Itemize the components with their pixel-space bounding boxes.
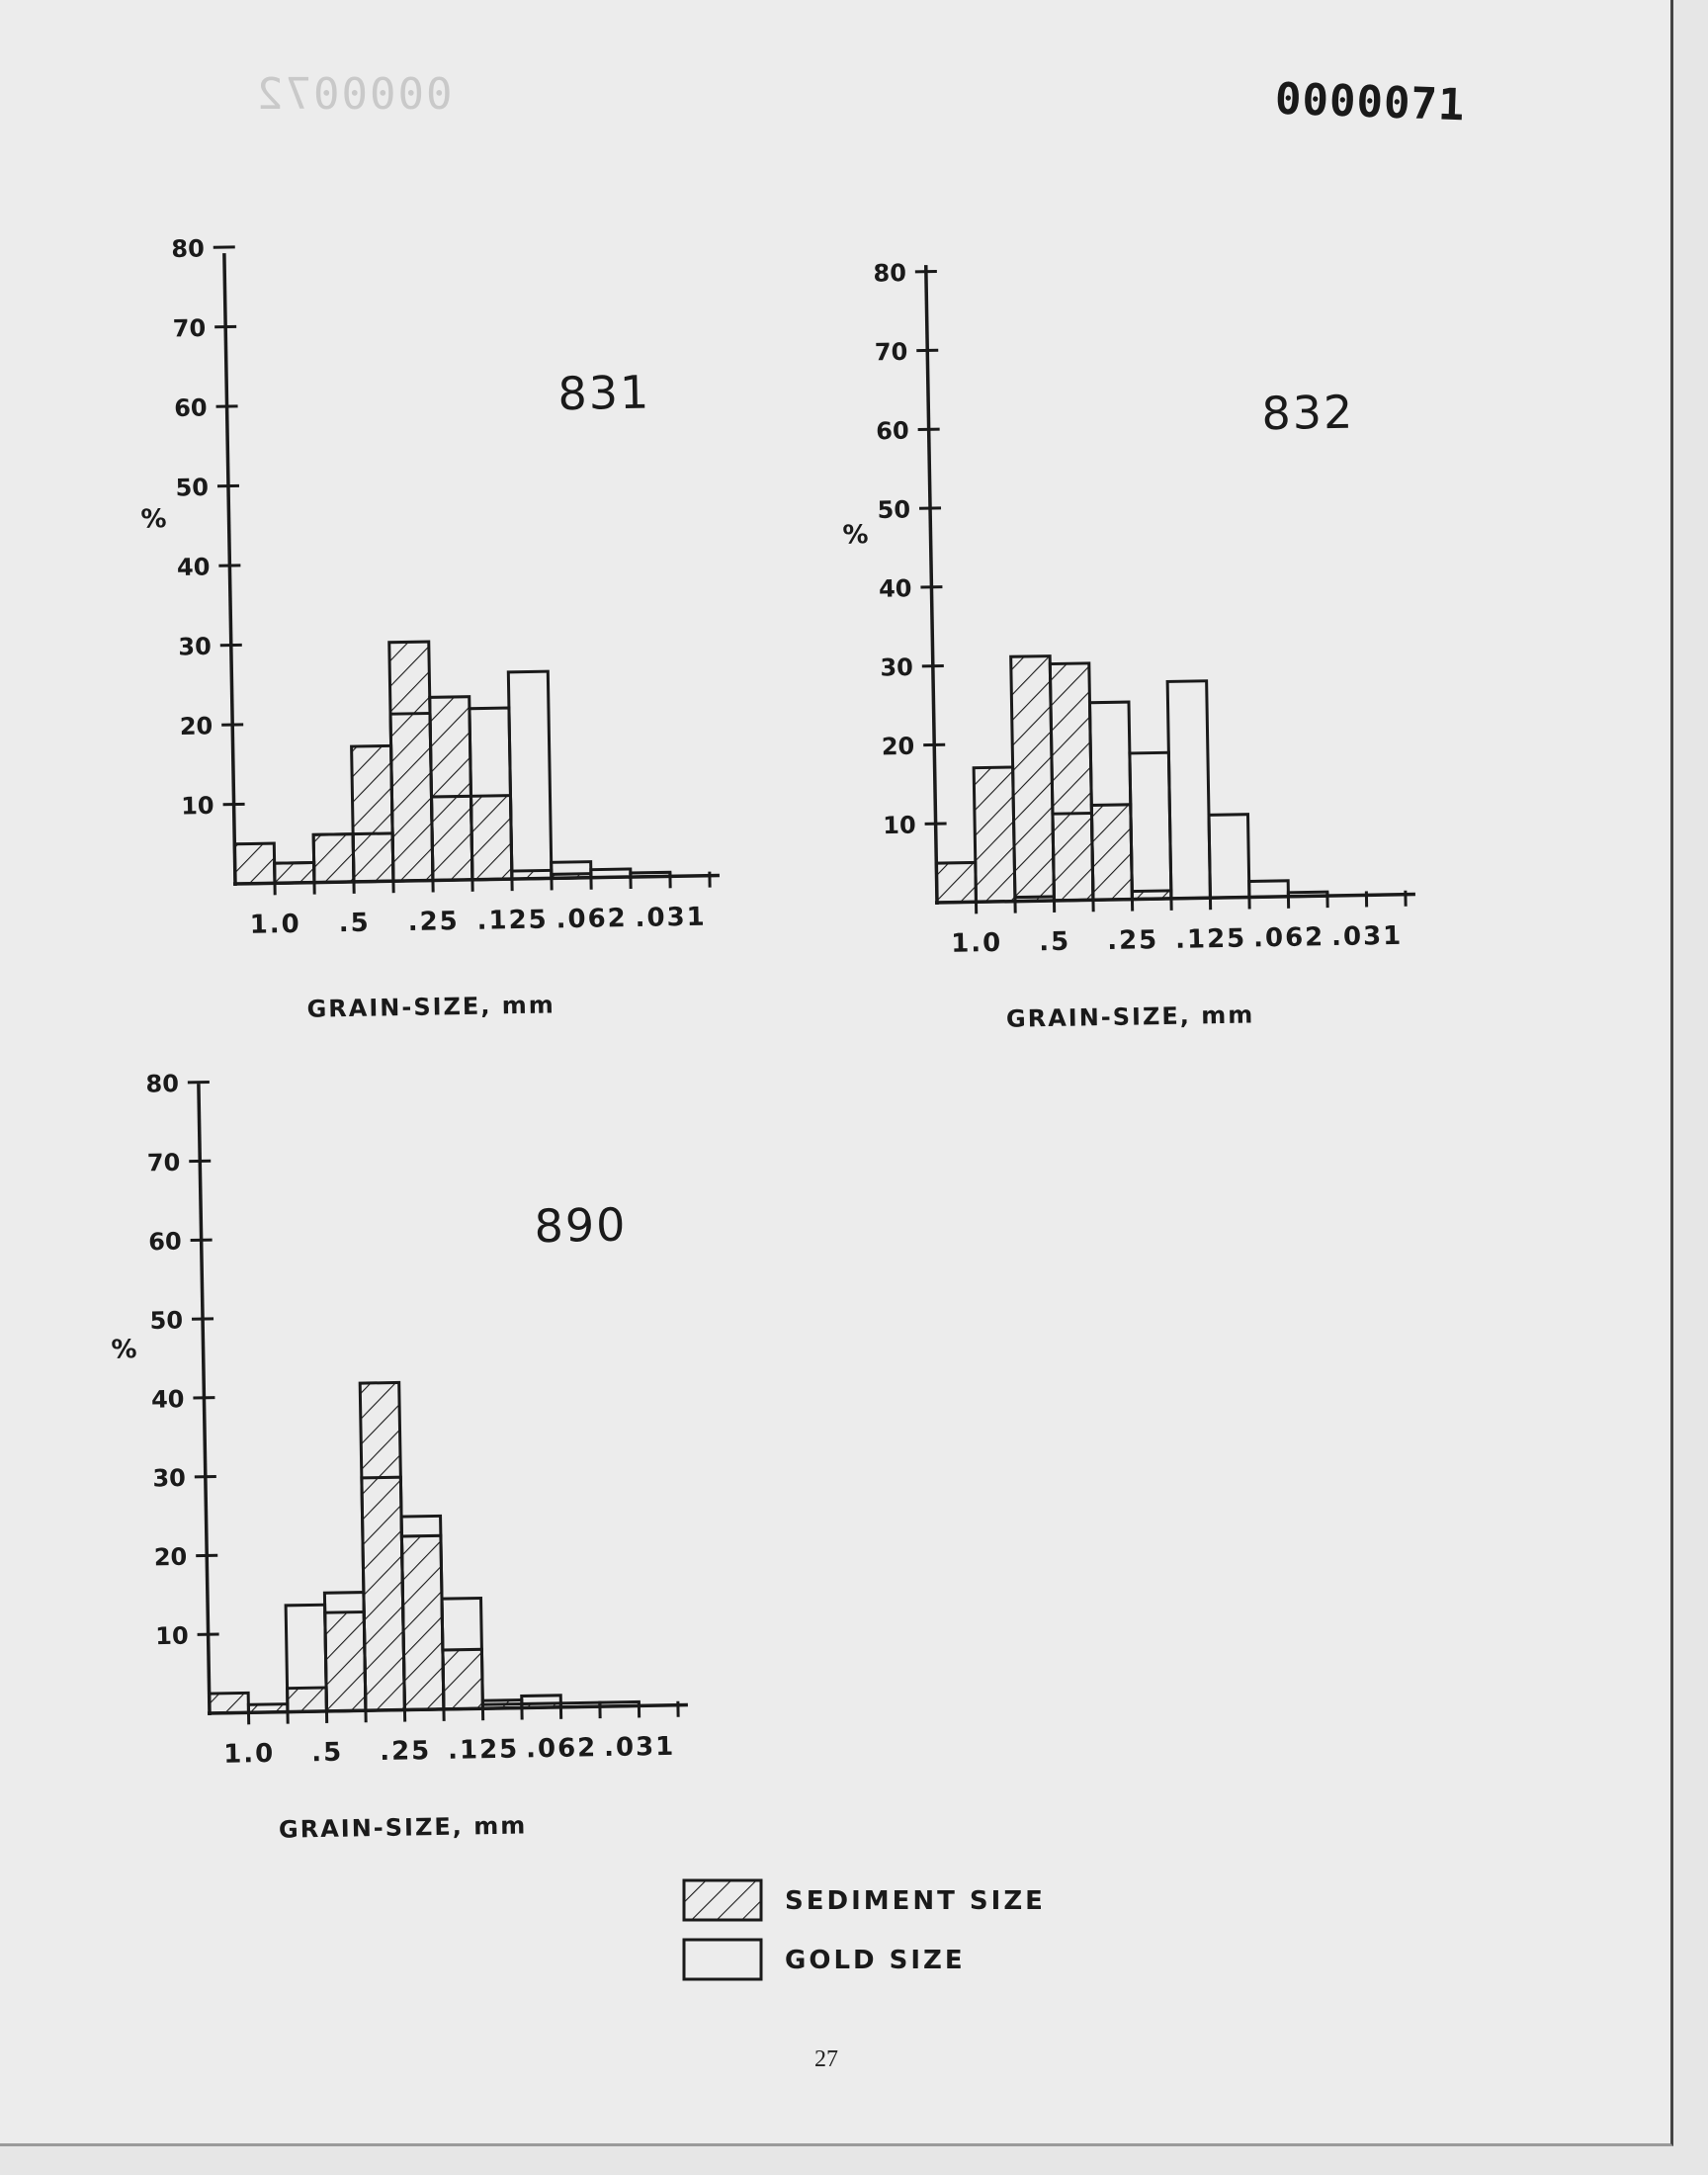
y-tick-label-70: 70: [874, 337, 908, 367]
x-tick-label-5: .031: [1330, 920, 1404, 953]
y-tick-label-30: 30: [880, 652, 914, 682]
y-tick-label-10: 10: [154, 1621, 189, 1651]
y-tick-label-30: 30: [152, 1463, 187, 1493]
y-tick-label-20: 20: [881, 732, 915, 761]
x-tick-label-0: 1.0: [249, 909, 302, 940]
y-axis-line: [199, 1084, 210, 1715]
x-tick-label-1: .5: [1038, 926, 1071, 958]
chart-title: 831: [557, 365, 651, 421]
x-tick-label-3: .125: [1174, 923, 1247, 955]
y-tick-label-60: 60: [876, 416, 909, 446]
x-tick-label-3: .125: [476, 905, 550, 936]
y-tick-label-50: 50: [149, 1306, 184, 1335]
bar-sediment-1: [275, 862, 314, 883]
bar-sediment-0: [234, 843, 275, 884]
x-tick-label-4: .062: [555, 904, 629, 935]
bar-sediment-5: [401, 1535, 444, 1709]
hatched-swatch: [682, 1878, 763, 1922]
y-tick-label-60: 60: [173, 393, 208, 423]
x-tick-label-5: .031: [603, 1731, 676, 1764]
bleed-through-number: 0000072: [255, 69, 453, 120]
document-number: 0000071: [1274, 73, 1467, 131]
y-tick-label-50: 50: [175, 473, 210, 502]
y-tick-label-80: 80: [873, 259, 907, 288]
open-swatch: [682, 1938, 763, 1981]
bar-gold-7: [508, 671, 552, 879]
chart-title: 890: [534, 1197, 628, 1254]
y-tick-label-30: 30: [178, 632, 213, 661]
y-tick-label-40: 40: [878, 574, 912, 603]
y-tick-label-20: 20: [179, 712, 214, 740]
bar-sediment-1: [974, 767, 1015, 902]
y-tick-label-80: 80: [145, 1070, 180, 1098]
bar-sediment-6: [470, 796, 511, 880]
page-number: 27: [814, 2046, 838, 2072]
y-tick-label-40: 40: [176, 553, 211, 581]
bar-gold-6: [1167, 681, 1210, 899]
bar-sediment-0: [210, 1693, 249, 1713]
bar-sediment-0: [936, 862, 976, 903]
x-tick-label-0: 1.0: [950, 927, 1003, 959]
x-tick-label-5: .031: [635, 902, 708, 933]
bar-sediment-2: [1011, 656, 1055, 902]
y-tick-label-10: 10: [882, 811, 916, 840]
y-axis-line: [224, 253, 235, 886]
bar-sediment-3: [352, 745, 393, 882]
legend-label-gold: GOLD SIZE: [785, 1946, 966, 1975]
histogram-832: [838, 250, 1418, 1035]
x-tick-label-2: .25: [407, 907, 460, 937]
y-axis-label: %: [111, 1335, 137, 1365]
y-tick-label-70: 70: [172, 313, 207, 343]
x-tick-label-4: .062: [1252, 922, 1325, 954]
bar-sediment-6: [443, 1649, 483, 1709]
x-tick-label-3: .125: [447, 1734, 520, 1766]
bar-sediment-3: [1050, 663, 1093, 901]
x-axis-label: GRAIN-SIZE, mm: [1005, 1000, 1255, 1033]
bar-sediment-4: [360, 1382, 404, 1710]
y-axis-line: [926, 265, 937, 905]
bar-sediment-2: [313, 834, 354, 883]
x-tick-label-1: .5: [338, 908, 371, 939]
bar-sediment-2: [288, 1688, 327, 1712]
y-axis-label: %: [842, 520, 869, 551]
y-tick-label-60: 60: [148, 1227, 182, 1257]
y-tick-label-20: 20: [153, 1542, 188, 1572]
series-sediment: [231, 639, 591, 884]
y-tick-label-70: 70: [146, 1148, 181, 1177]
y-tick-label-10: 10: [180, 791, 214, 821]
series-sediment: [204, 1380, 560, 1713]
legend-label-sediment: SEDIMENT SIZE: [785, 1886, 1046, 1916]
bar-sediment-4: [389, 642, 433, 881]
y-tick-label-50: 50: [877, 495, 911, 524]
bar-gold-7: [1209, 815, 1249, 898]
x-tick-label-2: .25: [1106, 925, 1159, 956]
bar-sediment-3: [325, 1612, 366, 1711]
histogram-831: [136, 226, 723, 1026]
x-axis-label: GRAIN-SIZE, mm: [306, 991, 556, 1023]
bar-gold-5: [1130, 752, 1171, 899]
x-tick-label-2: .25: [379, 1736, 432, 1767]
x-tick-label-0: 1.0: [222, 1738, 276, 1770]
x-axis-label: GRAIN-SIZE, mm: [278, 1811, 528, 1844]
y-axis-label: %: [140, 504, 167, 535]
y-tick-label-80: 80: [171, 234, 206, 264]
bar-sediment-4: [1091, 805, 1132, 900]
y-tick-label-40: 40: [150, 1385, 185, 1414]
histogram-890: [107, 1061, 691, 1846]
x-tick-label-1: .5: [310, 1737, 344, 1769]
x-tick-label-4: .062: [525, 1733, 598, 1765]
series-sediment: [933, 654, 1171, 903]
chart-title: 832: [1261, 385, 1355, 441]
bar-sediment-5: [430, 697, 472, 881]
bar-gold-8: [1249, 881, 1289, 898]
